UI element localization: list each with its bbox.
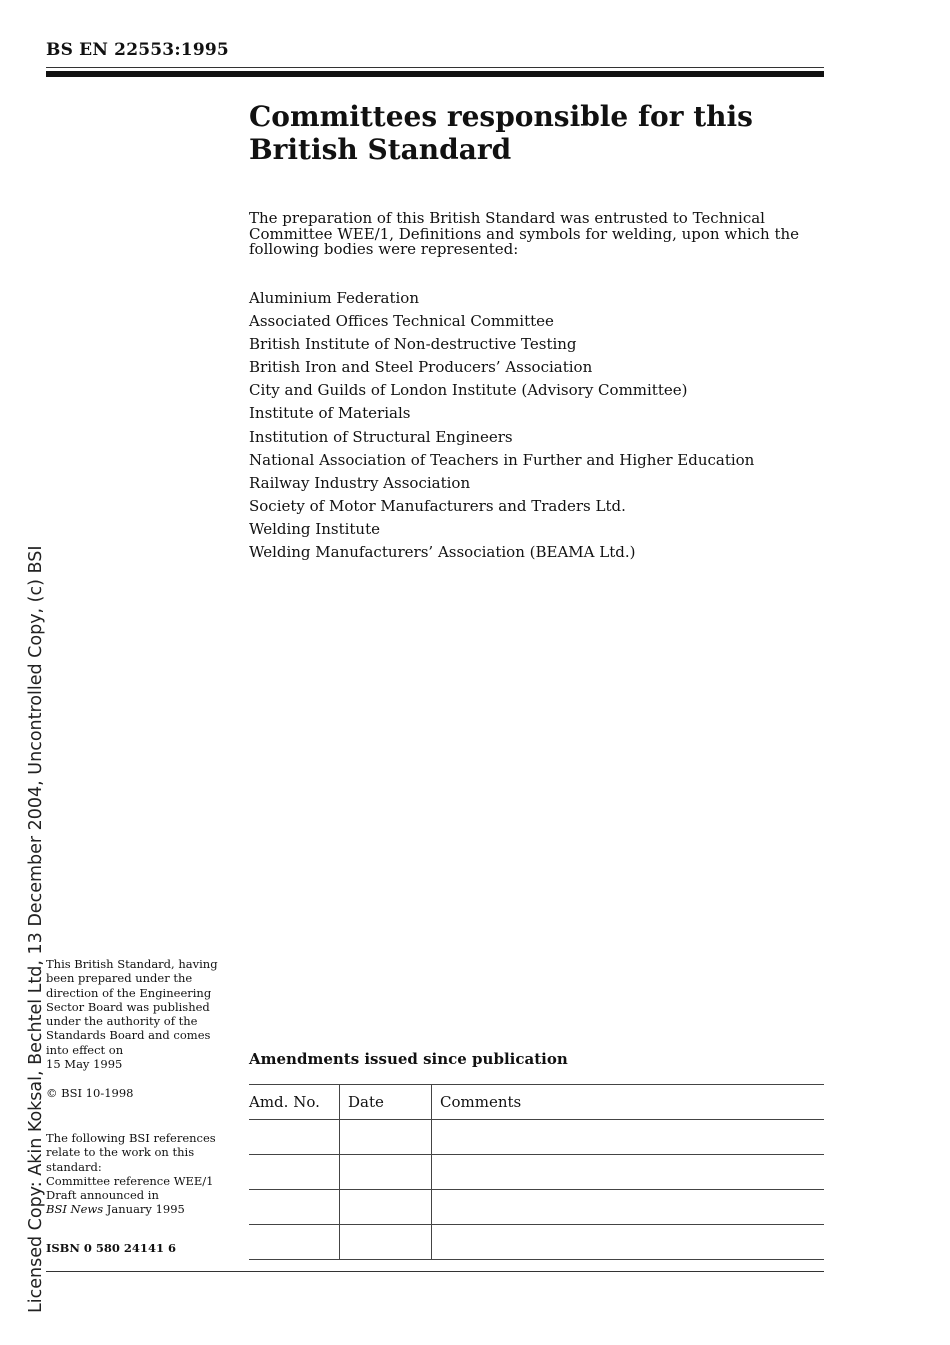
- list-item: Welding Manufacturers’ Association (BEAMA Ltd.): [249, 543, 636, 562]
- table-row: [249, 1190, 824, 1225]
- intro-paragraph: The preparation of this British Standard was entrusted to Technical Committee WEE/1, Definitions and symbols for welding, upon which the following bodies were represented:: [249, 209, 800, 258]
- page-title: Committees responsible for this British Standard: [249, 100, 753, 166]
- table-cell: [432, 1120, 825, 1155]
- list-item: Associated Offices Technical Committee: [249, 312, 554, 331]
- list-item: British Iron and Steel Producers’ Association: [249, 358, 593, 377]
- table-cell: [432, 1155, 825, 1190]
- table-header-row: [249, 1085, 824, 1120]
- committee-reference: Committee reference WEE/1: [46, 1173, 214, 1188]
- table-cell: [249, 1155, 340, 1190]
- column-header-date: Date: [340, 1085, 432, 1120]
- header-rule-thick: [46, 71, 824, 77]
- table-row: [249, 1120, 824, 1155]
- list-item: Aluminium Federation: [249, 289, 419, 307]
- list-item: National Association of Teachers in Further and Higher Education: [249, 450, 755, 469]
- list-item: Railway Industry Association: [249, 473, 471, 492]
- list-item: Institute of Materials: [249, 404, 411, 423]
- list-item: City and Guilds of London Institute (Advisory Committee): [249, 381, 688, 400]
- list-item: British Institute of Non-destructive Testing: [249, 335, 577, 354]
- publication-note-text: This British Standard, having been prepared under the direction of the Engineering Sector Board was published under the authority of the Standards Board and comes into effect on: [46, 957, 218, 1057]
- copyright-line: © BSI 10-1998: [46, 1086, 134, 1100]
- list-item: Society of Motor Manufacturers and Traders Ltd.: [249, 496, 626, 515]
- table-cell: [340, 1155, 432, 1190]
- table-row: [249, 1155, 824, 1190]
- references-note: The following BSI references relate to the work on this standard:: [46, 1131, 216, 1174]
- amendments-heading: Amendments issued since publication: [249, 1050, 568, 1068]
- publication-note: [46, 957, 231, 1071]
- table-cell: [249, 1120, 340, 1155]
- represented-bodies-list: [249, 288, 754, 565]
- bsi-news-date: January 1995: [106, 1202, 185, 1217]
- table-cell: [249, 1225, 340, 1260]
- table-cell: [340, 1190, 432, 1225]
- table-cell: [249, 1190, 340, 1225]
- amendments-table: [249, 1084, 824, 1260]
- table-cell: [340, 1225, 432, 1260]
- bsi-news-title: BSI News: [46, 1202, 104, 1217]
- table-cell: [432, 1190, 825, 1225]
- license-watermark: Licensed Copy: Akin Koksal, Bechtel Ltd, 13 December 2004, Uncontrolled Copy, (c) BSI: [26, 545, 46, 1313]
- draft-announced: Draft announced in: [46, 1188, 159, 1203]
- table-cell: [432, 1225, 825, 1260]
- column-header-comments: Comments: [432, 1085, 825, 1120]
- document-code: BS EN 22553:1995: [46, 40, 229, 60]
- footer-rule: [46, 1271, 824, 1272]
- list-item: Welding Institute: [249, 519, 381, 538]
- table-cell: [340, 1120, 432, 1155]
- isbn: ISBN 0 580 24141 6: [46, 1241, 176, 1255]
- header-rule-thin: [46, 67, 824, 68]
- column-header-amd-no: Amd. No.: [249, 1085, 340, 1120]
- bsi-references: [46, 1131, 231, 1217]
- table-row: [249, 1225, 824, 1260]
- bsi-news-line: [46, 1202, 231, 1216]
- effective-date: 15 May 1995: [46, 1057, 123, 1072]
- list-item: Institution of Structural Engineers: [249, 427, 513, 446]
